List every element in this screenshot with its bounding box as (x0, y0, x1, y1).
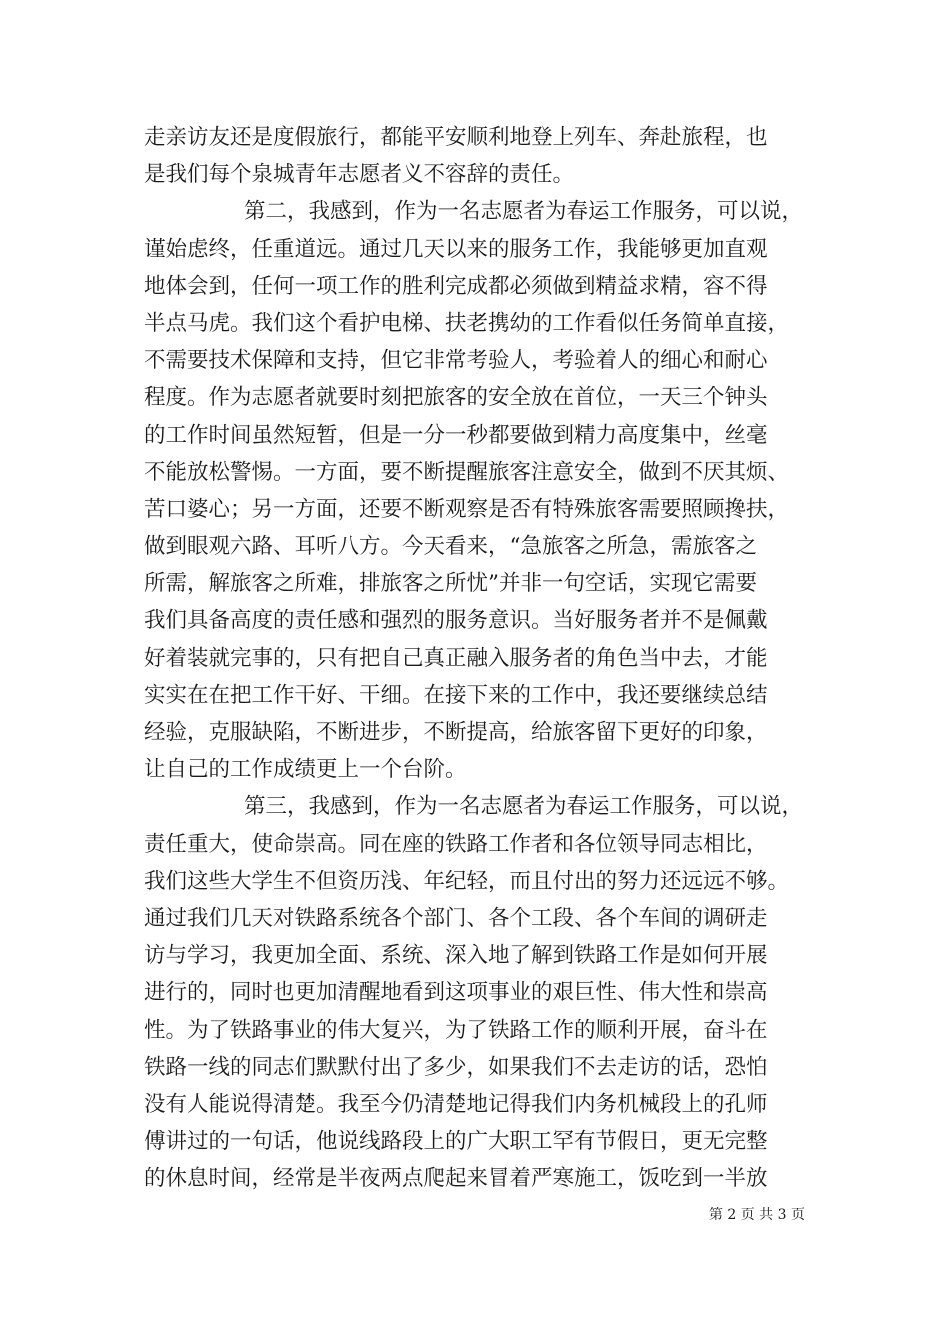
text-line: 不需要技术保障和支持，但它非常考验人，考验着人的细心和耐心 (144, 348, 768, 374)
text-line: 我们这些大学生不但资历浅、年纪轻，而且付出的努力还远远不够。 (144, 868, 790, 894)
text-line: 做到眼观六路、耳听八方。今天看来，“急旅客之所急，需旅客之 (144, 534, 757, 560)
paragraph-first-line: 第三，我感到，作为一名志愿者为春运工作服务，可以说， (244, 794, 804, 820)
page-number: 第 2 页 共 3 页 (708, 1207, 805, 1223)
text-line: 半点马虎。我们这个看护电梯、扶老携幼的工作看似任务简单直接， (144, 310, 790, 336)
paragraph-first-line: 第二，我感到，作为一名志愿者为春运工作服务，可以说， (244, 199, 804, 225)
text-line: 好着装就完事的，只有把自己真正融入服务者的角色当中去，才能 (144, 645, 768, 671)
text-line: 通过我们几天对铁路系统各个部门、各个工段、各个车间的调研走 (144, 905, 768, 931)
text-line: 的休息时间，经常是半夜两点爬起来冒着严寒施工，饭吃到一半放 (144, 1166, 768, 1192)
text-line: 性。为了铁路事业的伟大复兴，为了铁路工作的顺利开展，奋斗在 (144, 1017, 768, 1043)
text-line: 没有人能说得清楚。我至今仍清楚地记得我们内务机械段上的孔师 (144, 1091, 768, 1117)
text-line: 让自己的工作成绩更上一个台阶。 (144, 757, 467, 783)
text-line: 是我们每个泉城青年志愿者义不容辞的责任。 (144, 162, 575, 188)
text-line: 进行的，同时也更加清醒地看到这项事业的艰巨性、伟大性和崇高 (144, 980, 768, 1006)
text-line: 程度。作为志愿者就要时刻把旅客的安全放在首位，一天三个钟头 (144, 385, 768, 411)
text-line: 不能放松警惕。一方面，要不断提醒旅客注意安全，做到不厌其烦、 (144, 459, 790, 485)
text-line: 铁路一线的同志们默默付出了多少，如果我们不去走访的话，恐怕 (144, 1054, 768, 1080)
text-line: 经验，克服缺陷，不断进步，不断提高，给旅客留下更好的印象， (144, 720, 768, 745)
body-text (144, 119, 824, 1197)
text-line: 所需，解旅客之所难，排旅客之所忧”并非一句空话，实现它需要 (144, 571, 757, 597)
text-line: 地体会到，任何一项工作的胜利完成都必须做到精益求精，容不得 (144, 273, 768, 299)
text-line: 傅讲过的一句话，他说线路段上的广大职工罕有节假日，更无完整 (144, 1129, 768, 1155)
text-line: 我们具备高度的责任感和强烈的服务意识。当好服务者并不是佩戴 (144, 608, 768, 634)
text-line: 访与学习，我更加全面、系统、深入地了解到铁路工作是如何开展 (144, 943, 768, 969)
text-line: 实实在在把工作干好、干细。在接下来的工作中，我还要继续总结 (144, 682, 768, 708)
text-line: 谨始虑终，任重道远。通过几天以来的服务工作，我能够更加直观 (144, 236, 768, 262)
text-line: 责任重大，使命崇高。同在座的铁路工作者和各位领导同志相比， (144, 831, 768, 857)
text-line: 走亲访友还是度假旅行，都能平安顺利地登上列车、奔赴旅程，也 (144, 125, 768, 150)
text-line: 的工作时间虽然短暂，但是一分一秒都要做到精力高度集中，丝毫 (144, 422, 768, 448)
text-line: 苦口婆心；另一方面，还要不断观察是否有特殊旅客需要照顾搀扶， (144, 496, 790, 522)
